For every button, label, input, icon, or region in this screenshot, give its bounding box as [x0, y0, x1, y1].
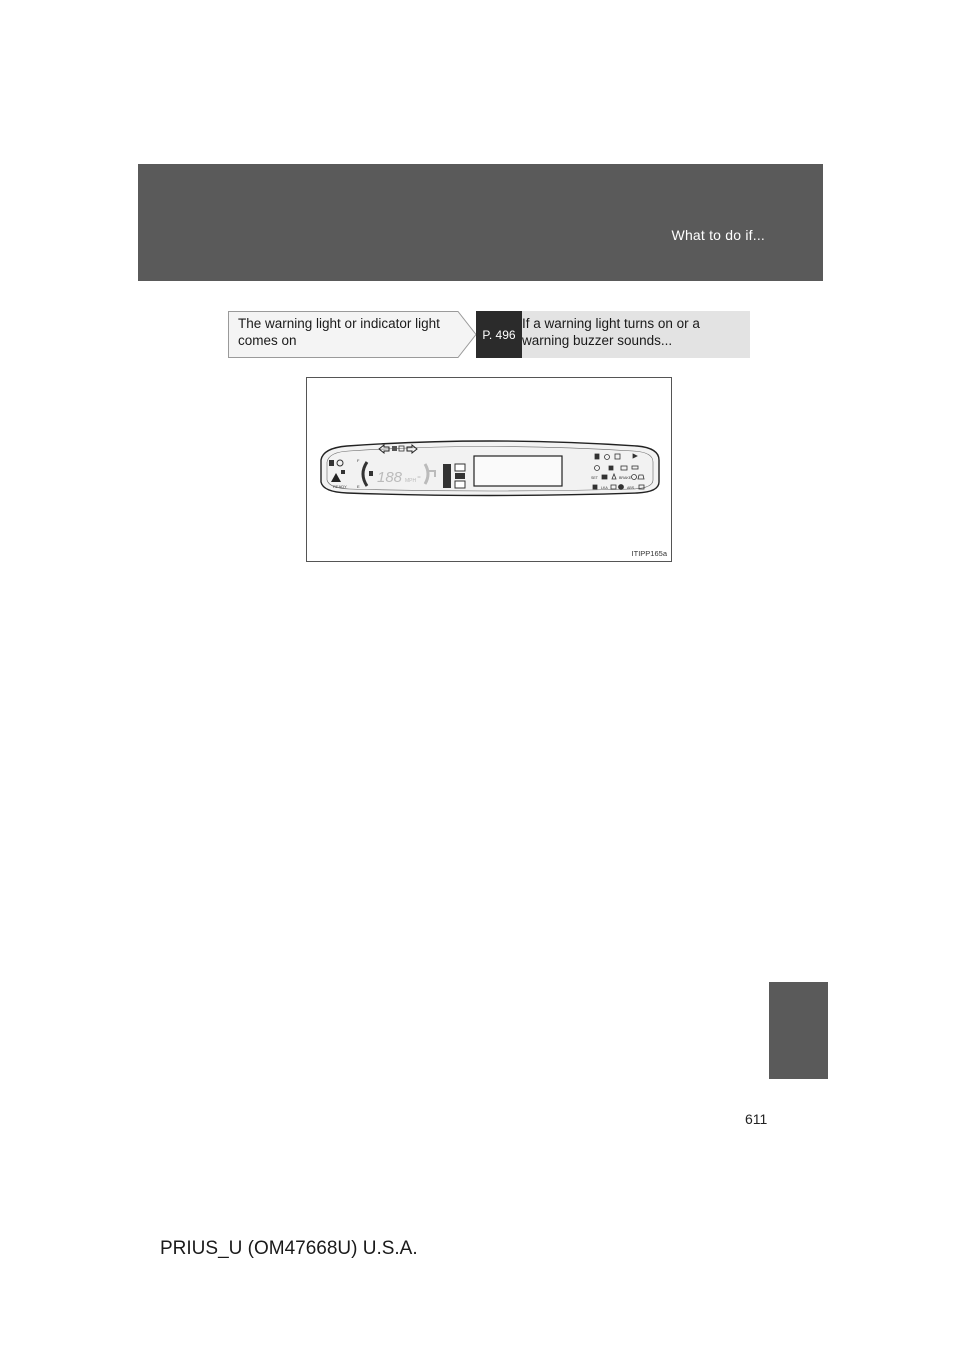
reference-row	[228, 311, 750, 358]
footer-model-label: PRIUS_U (OM47668U) U.S.A.	[160, 1238, 418, 1259]
page-reference-badge[interactable]: P. 496	[476, 311, 522, 358]
chapter-side-tab	[769, 982, 828, 1079]
figure-code: ITIPP165a	[631, 549, 667, 558]
svg-text:F: F	[357, 458, 360, 463]
svg-text:BRAKE: BRAKE	[619, 476, 632, 480]
svg-text:188: 188	[377, 469, 403, 486]
svg-text:E: E	[357, 484, 360, 489]
section-title: What to do if...	[671, 227, 765, 243]
svg-text:READY: READY	[333, 484, 347, 489]
svg-text:MPH: MPH	[405, 478, 417, 484]
reference-action-box	[522, 311, 750, 358]
reference-condition-text: The warning light or indicator light comes on	[238, 316, 440, 348]
page-number: 611	[745, 1111, 768, 1127]
instrument-panel-figure	[306, 377, 672, 562]
svg-text:ABS: ABS	[627, 486, 635, 490]
svg-text:-: -	[417, 469, 421, 483]
reference-action-text: If a warning light turns on or a warning buzzer sounds...	[522, 316, 700, 348]
svg-text:LKA: LKA	[601, 486, 608, 490]
multi-information-display	[474, 456, 562, 486]
svg-text:SET: SET	[591, 476, 598, 480]
header-band	[138, 164, 823, 281]
instrument-panel-illustration	[307, 378, 671, 561]
